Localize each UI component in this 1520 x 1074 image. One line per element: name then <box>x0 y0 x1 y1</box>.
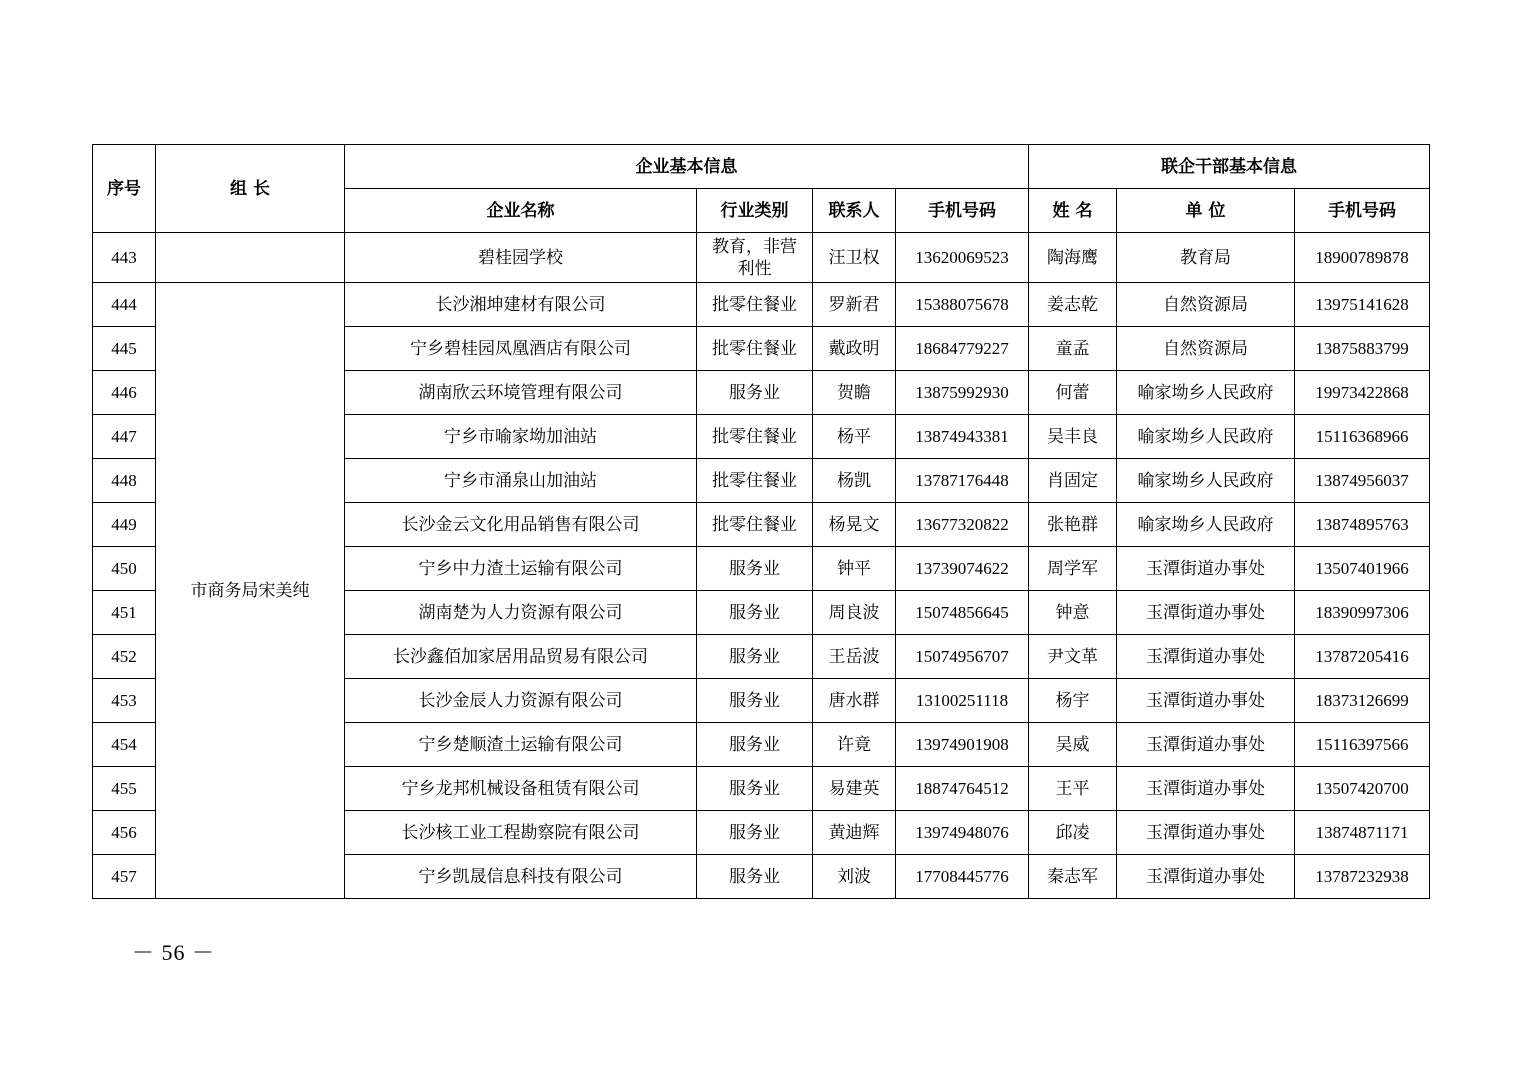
cell-phone: 13739074622 <box>896 547 1029 591</box>
cell-contact: 黄迪辉 <box>813 811 896 855</box>
cell-cadre-phone: 18900789878 <box>1295 233 1430 283</box>
cell-cadre: 秦志军 <box>1029 855 1117 899</box>
cell-seq: 448 <box>93 459 156 503</box>
cell-company: 宁乡楚顺渣土运输有限公司 <box>345 723 697 767</box>
header-leader: 组 长 <box>156 145 345 233</box>
cell-phone: 18874764512 <box>896 767 1029 811</box>
cell-industry: 批零住餐业 <box>697 459 813 503</box>
cell-industry: 服务业 <box>697 723 813 767</box>
cell-leader-empty <box>156 233 345 283</box>
cell-cadre-phone: 18373126699 <box>1295 679 1430 723</box>
cell-seq: 447 <box>93 415 156 459</box>
cell-cadre-phone: 13975141628 <box>1295 283 1430 327</box>
header-cadre-name: 姓 名 <box>1029 189 1117 233</box>
cell-phone: 15074956707 <box>896 635 1029 679</box>
cell-company: 长沙金云文化用品销售有限公司 <box>345 503 697 547</box>
cell-company: 长沙核工业工程勘察院有限公司 <box>345 811 697 855</box>
cell-company: 长沙湘坤建材有限公司 <box>345 283 697 327</box>
header-enterprise-group: 企业基本信息 <box>345 145 1029 189</box>
cell-cadre-phone: 13787205416 <box>1295 635 1430 679</box>
cell-unit: 自然资源局 <box>1117 327 1295 371</box>
cell-cadre-phone: 13874895763 <box>1295 503 1430 547</box>
cell-unit: 玉潭街道办事处 <box>1117 679 1295 723</box>
cell-industry: 批零住餐业 <box>697 503 813 547</box>
cell-cadre: 陶海鹰 <box>1029 233 1117 283</box>
cell-industry: 批零住餐业 <box>697 415 813 459</box>
cell-seq: 457 <box>93 855 156 899</box>
cell-unit: 喻家坳乡人民政府 <box>1117 371 1295 415</box>
cell-group-leader: 市商务局宋美纯 <box>156 283 345 899</box>
cell-seq: 449 <box>93 503 156 547</box>
cell-cadre-phone: 13874956037 <box>1295 459 1430 503</box>
cell-contact: 杨平 <box>813 415 896 459</box>
cell-unit: 喻家坳乡人民政府 <box>1117 415 1295 459</box>
page-number: － 56 － <box>132 940 216 965</box>
cell-contact: 杨凯 <box>813 459 896 503</box>
cell-industry-text: 教育，非营利性 <box>712 236 797 279</box>
header-phone: 手机号码 <box>896 189 1029 233</box>
cell-cadre-phone: 13507420700 <box>1295 767 1430 811</box>
cell-cadre-phone: 15116397566 <box>1295 723 1430 767</box>
cell-cadre-phone: 13875883799 <box>1295 327 1430 371</box>
header-unit: 单 位 <box>1117 189 1295 233</box>
cell-cadre-phone: 13787232938 <box>1295 855 1430 899</box>
cell-phone: 13620069523 <box>896 233 1029 283</box>
cell-industry: 服务业 <box>697 855 813 899</box>
cell-seq: 444 <box>93 283 156 327</box>
cell-contact: 刘波 <box>813 855 896 899</box>
cell-phone: 13874943381 <box>896 415 1029 459</box>
cell-industry: 服务业 <box>697 591 813 635</box>
cell-contact: 王岳波 <box>813 635 896 679</box>
cell-phone: 13100251118 <box>896 679 1029 723</box>
cell-cadre: 肖固定 <box>1029 459 1117 503</box>
cell-seq: 452 <box>93 635 156 679</box>
cell-unit: 玉潭街道办事处 <box>1117 547 1295 591</box>
cell-cadre: 吴丰良 <box>1029 415 1117 459</box>
cell-company: 宁乡凯晟信息科技有限公司 <box>345 855 697 899</box>
cell-company: 宁乡市涌泉山加油站 <box>345 459 697 503</box>
cell-unit: 自然资源局 <box>1117 283 1295 327</box>
cell-seq: 443 <box>93 233 156 283</box>
cell-contact: 戴政明 <box>813 327 896 371</box>
cell-industry: 服务业 <box>697 371 813 415</box>
cell-company: 长沙金辰人力资源有限公司 <box>345 679 697 723</box>
cell-phone: 13677320822 <box>896 503 1029 547</box>
cell-cadre-phone: 13507401966 <box>1295 547 1430 591</box>
cell-phone: 15074856645 <box>896 591 1029 635</box>
cell-company: 湖南楚为人力资源有限公司 <box>345 591 697 635</box>
table-row <box>93 283 1430 327</box>
header-seq: 序号 <box>93 145 156 233</box>
cell-industry: 服务业 <box>697 679 813 723</box>
cell-phone: 18684779227 <box>896 327 1029 371</box>
cell-contact: 杨晃文 <box>813 503 896 547</box>
cell-industry: 批零住餐业 <box>697 283 813 327</box>
cell-company: 长沙鑫佰加家居用品贸易有限公司 <box>345 635 697 679</box>
cell-unit: 玉潭街道办事处 <box>1117 767 1295 811</box>
cell-cadre-phone: 19973422868 <box>1295 371 1430 415</box>
cell-company: 碧桂园学校 <box>345 233 697 283</box>
cell-contact: 钟平 <box>813 547 896 591</box>
cell-cadre: 邱凌 <box>1029 811 1117 855</box>
cell-cadre: 童孟 <box>1029 327 1117 371</box>
cell-cadre: 周学军 <box>1029 547 1117 591</box>
header-industry: 行业类别 <box>697 189 813 233</box>
cell-seq: 450 <box>93 547 156 591</box>
cell-seq: 446 <box>93 371 156 415</box>
cell-unit: 教育局 <box>1117 233 1295 283</box>
table-row <box>93 233 1430 283</box>
cell-contact: 许竟 <box>813 723 896 767</box>
cell-cadre: 张艳群 <box>1029 503 1117 547</box>
cell-contact: 贺瞻 <box>813 371 896 415</box>
cell-cadre: 钟意 <box>1029 591 1117 635</box>
cell-industry: 服务业 <box>697 547 813 591</box>
cell-cadre: 姜志乾 <box>1029 283 1117 327</box>
cell-phone: 13787176448 <box>896 459 1029 503</box>
enterprise-contact-table <box>92 144 1430 899</box>
cell-phone: 13974948076 <box>896 811 1029 855</box>
cell-seq: 455 <box>93 767 156 811</box>
cell-industry: 批零住餐业 <box>697 327 813 371</box>
cell-seq: 451 <box>93 591 156 635</box>
cell-unit: 玉潭街道办事处 <box>1117 591 1295 635</box>
cell-cadre: 王平 <box>1029 767 1117 811</box>
cell-cadre-phone: 18390997306 <box>1295 591 1430 635</box>
cell-company: 宁乡碧桂园凤凰酒店有限公司 <box>345 327 697 371</box>
cell-unit: 玉潭街道办事处 <box>1117 811 1295 855</box>
cell-cadre-phone: 15116368966 <box>1295 415 1430 459</box>
cell-unit: 玉潭街道办事处 <box>1117 723 1295 767</box>
cell-unit: 喻家坳乡人民政府 <box>1117 503 1295 547</box>
cell-seq: 454 <box>93 723 156 767</box>
cell-industry: 服务业 <box>697 635 813 679</box>
cell-company: 宁乡市喻家坳加油站 <box>345 415 697 459</box>
cell-unit: 玉潭街道办事处 <box>1117 635 1295 679</box>
cell-phone: 17708445776 <box>896 855 1029 899</box>
header-row-group <box>93 145 1430 189</box>
cell-company: 湖南欣云环境管理有限公司 <box>345 371 697 415</box>
cell-cadre-phone: 13874871171 <box>1295 811 1430 855</box>
header-company-name: 企业名称 <box>345 189 697 233</box>
cell-unit: 喻家坳乡人民政府 <box>1117 459 1295 503</box>
cell-seq: 456 <box>93 811 156 855</box>
cell-cadre: 杨宇 <box>1029 679 1117 723</box>
cell-industry: 服务业 <box>697 811 813 855</box>
header-cadre-group: 联企干部基本信息 <box>1029 145 1430 189</box>
cell-company: 宁乡龙邦机械设备租赁有限公司 <box>345 767 697 811</box>
cell-cadre: 尹文革 <box>1029 635 1117 679</box>
cell-cadre: 何蕾 <box>1029 371 1117 415</box>
cell-unit: 玉潭街道办事处 <box>1117 855 1295 899</box>
cell-contact: 罗新君 <box>813 283 896 327</box>
cell-industry <box>697 233 813 283</box>
cell-phone: 13974901908 <box>896 723 1029 767</box>
cell-contact: 周良波 <box>813 591 896 635</box>
cell-seq: 445 <box>93 327 156 371</box>
cell-phone: 13875992930 <box>896 371 1029 415</box>
cell-contact: 易建英 <box>813 767 896 811</box>
header-cadre-phone: 手机号码 <box>1295 189 1430 233</box>
cell-contact: 汪卫权 <box>813 233 896 283</box>
cell-seq: 453 <box>93 679 156 723</box>
cell-cadre: 吴威 <box>1029 723 1117 767</box>
cell-phone: 15388075678 <box>896 283 1029 327</box>
cell-contact: 唐水群 <box>813 679 896 723</box>
cell-industry: 服务业 <box>697 767 813 811</box>
header-contact: 联系人 <box>813 189 896 233</box>
cell-company: 宁乡中力渣土运输有限公司 <box>345 547 697 591</box>
